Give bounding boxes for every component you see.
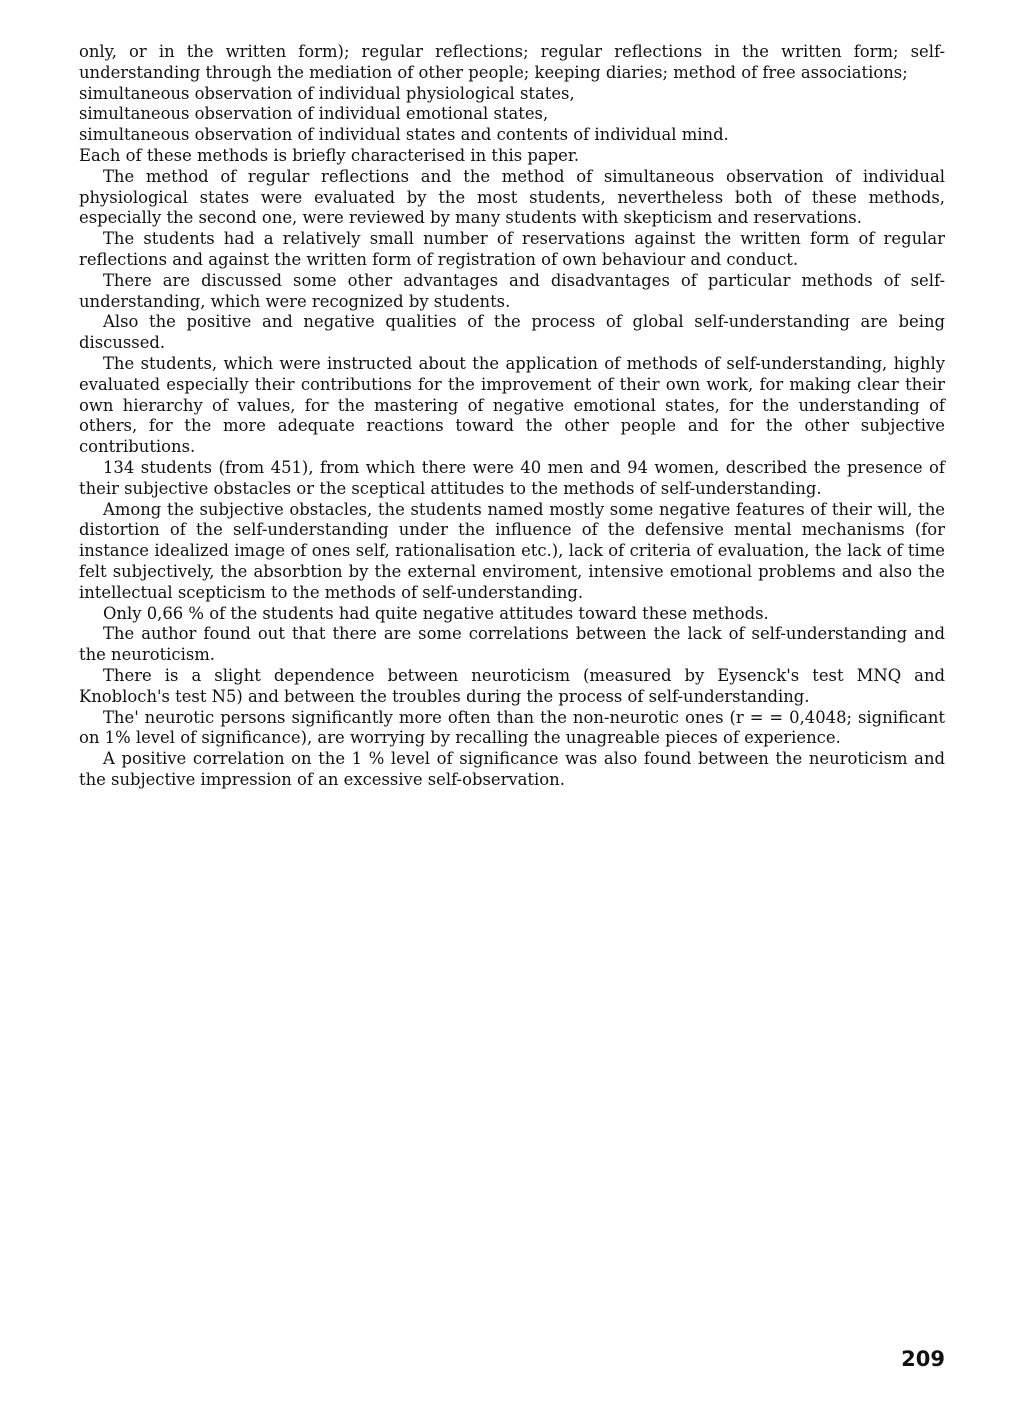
paragraph-12: Among the subjective obstacles, the students named mostly some negative features of their will, the distortion of the self-understanding under the influence of the defensive mental mechanisms (for instance idealized image of ones self, rationalisation etc.), lack of criteria of evaluation, the lack of time felt subjectively, the absorbtion by the external enviroment, intensive emotional problems and also the intellectual scepticism to the methods of self-understanding. <box>79 499 945 602</box>
paragraph-11: 134 students (from 451), from which there were 40 men and 94 women, described the presence of their subjective obstacles or the sceptical attitudes to the methods of self-understanding. <box>79 457 945 498</box>
page-number: 209 <box>901 1347 945 1371</box>
paragraph-13: Only 0,66 % of the students had quite negative attitudes toward these methods. <box>103 603 769 623</box>
article-body <box>79 42 945 791</box>
paragraph-2: simultaneous observation of individual physiological states, <box>79 83 575 103</box>
paragraph-16: The' neurotic persons significantly more often than the non-neurotic ones (r = = 0,4048; significant on 1% level of significance), are worrying by recalling the unagreable pieces of experience. <box>79 707 945 748</box>
paragraph-6: The method of regular reflections and the method of simultaneous observation of individual physiological states were evaluated by the most students, nevertheless both of these methods, especially the second one, were reviewed by many students with skepticism and reservations. <box>79 166 945 228</box>
paragraph-9: Also the positive and negative qualities of the process of global self-understanding are being discussed. <box>79 312 945 353</box>
paragraph-14: The author found out that there are some correlations between the lack of self-understanding and the neuroticism. <box>79 624 945 665</box>
paragraph-3: simultaneous observation of individual emotional states, <box>79 104 549 124</box>
paragraph-10: The students, which were instructed about the application of methods of self-understanding, highly evaluated especially their contributions for the improvement of their own work, for making clear their own hierarchy of values, for the mastering of negative emotional states, for the understanding of others, for the more adequate reactions toward the other people and for the other subjective contributions. <box>79 353 945 457</box>
paragraph-7: The students had a relatively small number of reservations against the written form of regular reflections and against the written form of registration of own behaviour and conduct. <box>79 229 945 269</box>
paragraph-4: simultaneous observation of individual states and contents of individual mind. <box>79 125 729 145</box>
paragraph-5: Each of these methods is briefly characterised in this paper. <box>79 145 580 165</box>
paragraph-8: There are discussed some other advantages and disadvantages of particular methods of self-understanding, which were recognized by students. <box>79 270 945 311</box>
paragraph-15: There is a slight dependence between neuroticism (measured by Eysenck's test MNQ and Knobloch's test N5) and between the troubles during the process of self-understanding. <box>79 665 945 706</box>
paragraph-17: A positive correlation on the 1 % level of significance was also found between the neuroticism and the subjective impression of an excessive self-observation. <box>79 749 945 789</box>
paragraph-1: only, or in the written form); regular reflections; regular reflections in the written form; self-understanding through the mediation of other people; keeping diaries; method of free associations; <box>79 42 945 82</box>
